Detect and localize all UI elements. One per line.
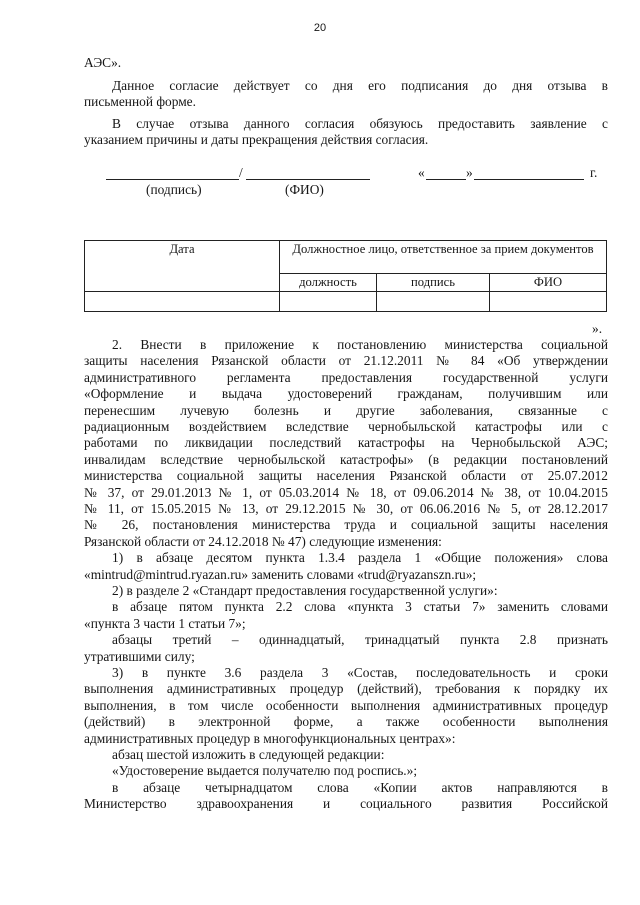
date-quote-open: « <box>418 165 425 180</box>
text-line: 2) в разделе 2 «Стандарт предоставления государственной услуги»: <box>112 583 498 598</box>
text-line: административного регламента предоставления государственной услуги <box>84 369 608 385</box>
slash-separator: / <box>239 165 243 180</box>
text-line: «Оформление и выдача удостоверений гражданам, получившим или <box>84 386 608 402</box>
text-line: «Удостоверение выдается получателю под роспись.»; <box>112 763 418 779</box>
table-cell <box>490 292 607 312</box>
header-date: Дата <box>85 241 280 292</box>
text-line: № 37, от 29.01.2013 № 1, от 05.03.2014 № 18, от 09.06.2014 № 38, от 10.04.2015 <box>84 484 608 500</box>
text-line: В случае отзыва данного согласия обязуюсь предоставить заявление с <box>112 116 608 131</box>
text-line: № 11, от 15.05.2015 № 13, от 29.12.2015 № 30, от 06.06.2016 № 5, от 28.12.2017 <box>84 501 608 516</box>
text-line: Министерство здравоохранения и социального развития Российской <box>84 796 608 812</box>
text-line: «mintrud@mintrud.ryazan.ru» заменить словами «trud@ryazanszn.ru»; <box>84 566 477 582</box>
text-line: выполнения административных процедур (действий), требования к порядку их <box>84 681 608 697</box>
day-underline <box>426 179 466 180</box>
text-line: № 26, постановления министерства труда и социальной защиты населения <box>84 517 608 533</box>
text-line: АЭС». <box>84 55 122 70</box>
signature-underline <box>106 179 239 180</box>
subheader-position: должность <box>280 274 377 292</box>
header-official: Должностное лицо, ответственное за прием документов <box>280 241 607 274</box>
text-line: письменной форме. <box>84 94 196 109</box>
text-line: в абзаце пятом пункта 2.2 слова «пункта 3 статьи 7» заменить словами <box>112 599 608 615</box>
date-quote-close: » <box>466 165 473 180</box>
text-line: административных процедур в многофункциональных центрах»: <box>84 730 456 746</box>
document-acceptance-table <box>84 240 607 312</box>
text-line: выполнения, в том числе особенности выполнения административных процедур <box>84 697 608 713</box>
signature-caption: (подпись) <box>146 182 202 197</box>
text-line: абзацы третий – одиннадцатый, тринадцатый пункта 2.8 признать <box>112 632 608 648</box>
text-line: Данное согласие действует со дня его подписания до дня отзыва в <box>112 78 608 93</box>
text-line: абзац шестой изложить в следующей редакции: <box>112 747 385 762</box>
table-cell <box>85 292 280 312</box>
text-line: инвалидам вследствие чернобыльской катастрофы» (в редакции постановлений <box>84 451 608 467</box>
text-line: перенесшим лучевую болезнь и другие заболевания, связанные с <box>84 402 608 418</box>
table-closing-quote: ». <box>592 321 603 336</box>
text-line: в абзаце четырнадцатом слова «Копии актов направляются в <box>112 779 608 795</box>
text-line: утратившими силу; <box>84 648 195 664</box>
text-line: «пункта 3 части 1 статьи 7»; <box>84 615 246 631</box>
subheader-signature: подпись <box>377 274 490 292</box>
text-line: (действий) в электронной форме, а также особенности выполнения <box>84 714 608 730</box>
text-line: защиты населения Рязанской области от 21.12.2011 № 84 «Об утверждении <box>84 353 608 369</box>
fio-caption: (ФИО) <box>285 182 324 197</box>
text-line: Рязанской области от 24.12.2018 № 47) следующие изменения: <box>84 533 442 549</box>
text-line: работами по ликвидации последствий катастрофы на Чернобыльской АЭС; <box>84 435 608 451</box>
subheader-fio: ФИО <box>490 274 607 292</box>
month-underline <box>474 179 584 180</box>
fio-underline <box>246 179 370 180</box>
text-line: радиационным воздействием вследствие чернобыльской катастрофы или с <box>84 419 608 434</box>
table-cell <box>377 292 490 312</box>
text-line: 3) в пункте 3.6 раздела 3 «Состав, последовательность и сроки <box>112 665 608 680</box>
text-line: министерства социальной защиты населения Рязанской области от 25.07.2012 <box>84 468 608 484</box>
text-line: указанием причины и даты прекращения действия согласия. <box>84 132 429 147</box>
year-suffix: г. <box>590 165 598 180</box>
page-number: 20 <box>313 22 327 34</box>
table-cell <box>280 292 377 312</box>
text-line: 2. Внести в приложение к постановлению министерства социальной <box>112 337 608 352</box>
text-line: 1) в абзаце десятом пункта 1.3.4 раздела 1 «Общие положения» слова <box>112 550 608 566</box>
